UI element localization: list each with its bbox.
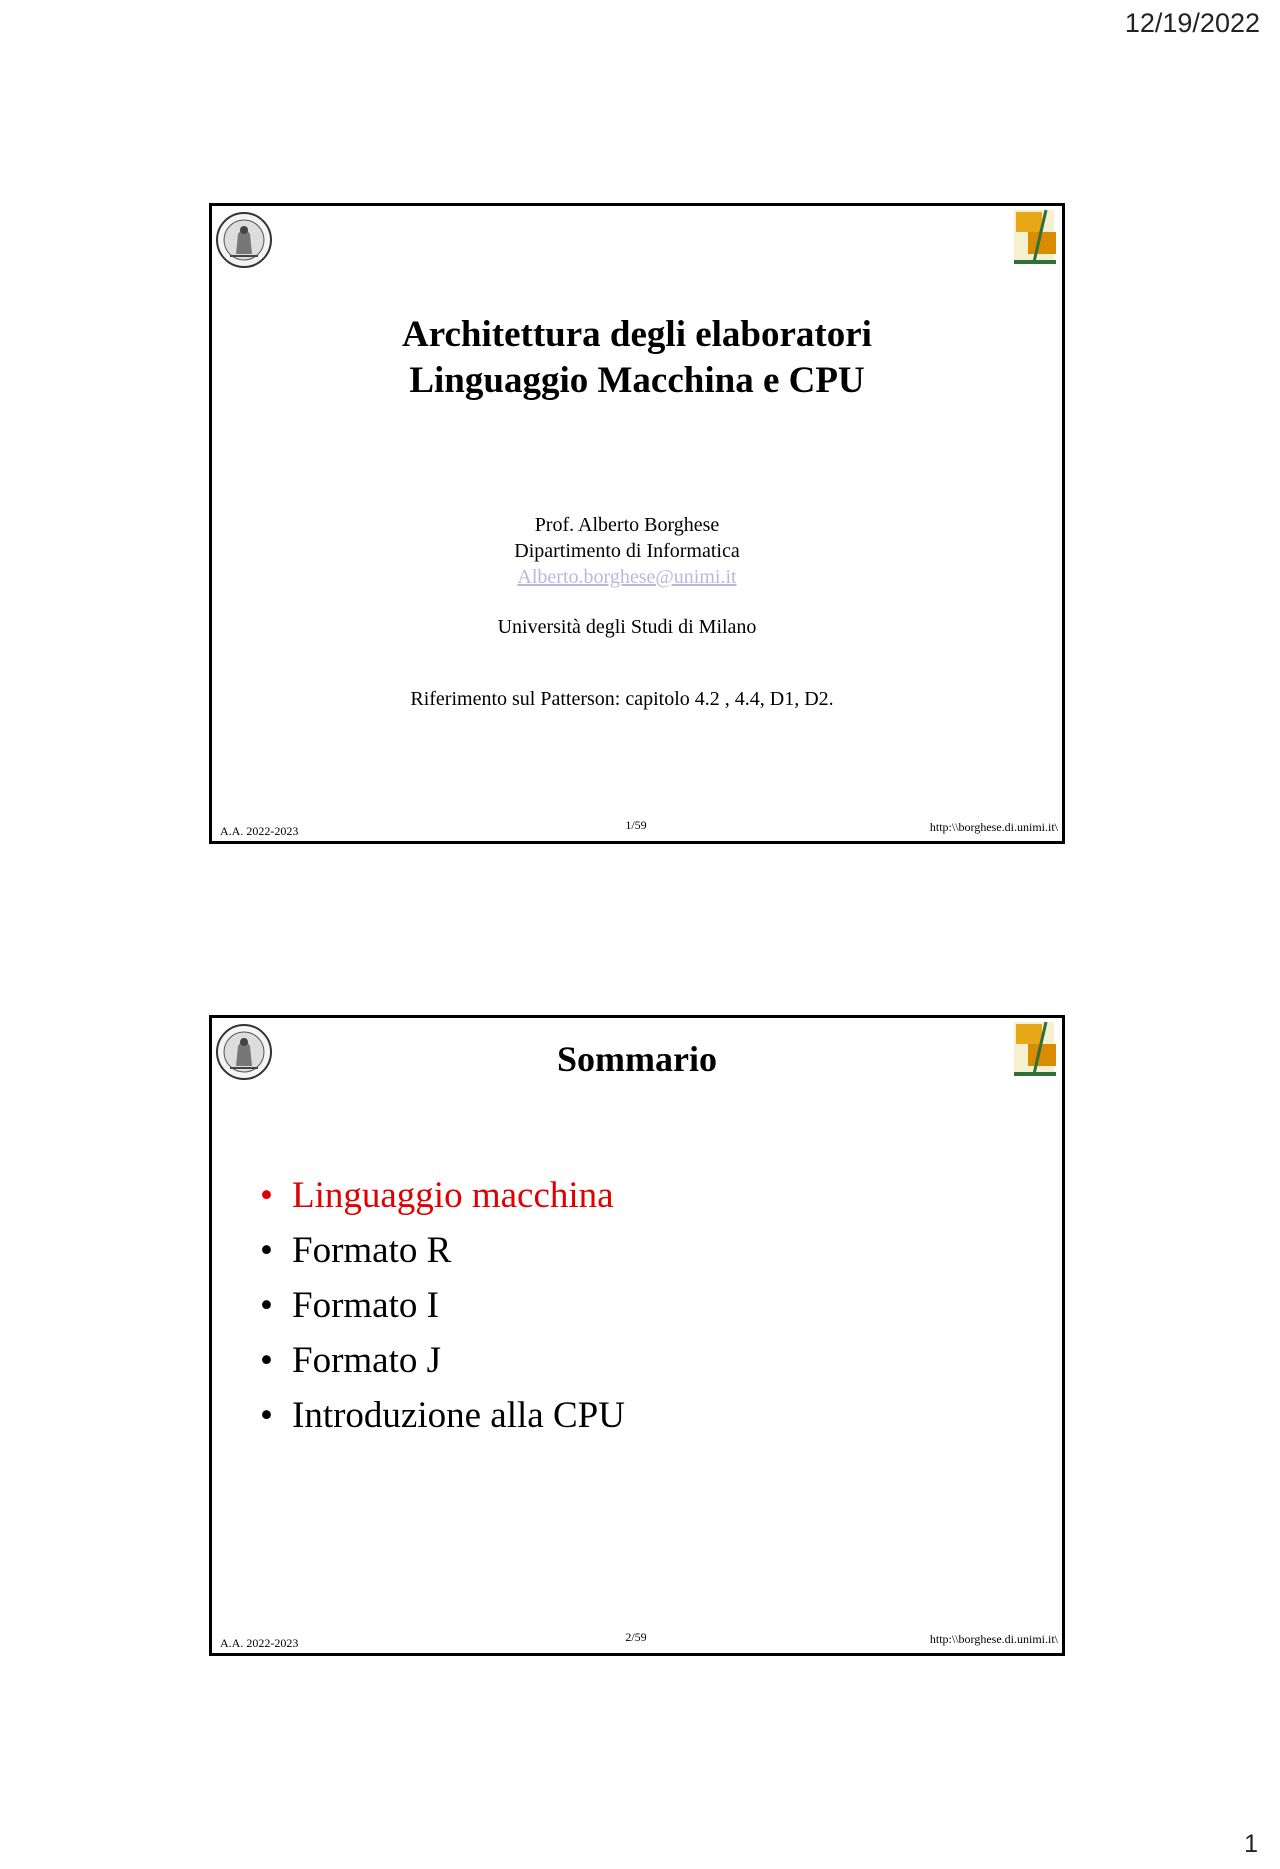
university: Università degli Studi di Milano — [497, 616, 757, 638]
list-item-text: Introduzione alla CPU — [292, 1395, 625, 1436]
list-item-text: Formato I — [292, 1285, 439, 1326]
email-link[interactable]: Alberto.borghese@unimi.it — [517, 566, 737, 588]
title-line-2: Linguaggio Macchina e CPU — [409, 360, 865, 401]
page-number: 1 — [1244, 1830, 1258, 1858]
author-name: Prof. Alberto Borghese — [534, 514, 720, 536]
bullet-icon: • — [260, 1230, 273, 1271]
university-seal-icon — [214, 210, 274, 270]
slide-title — [212, 312, 1062, 404]
list-item-text: Formato J — [292, 1340, 442, 1381]
title-line-1: Architettura degli elaboratori — [402, 314, 872, 355]
list-item — [260, 1333, 625, 1388]
list-item — [260, 1278, 625, 1333]
list-item-text: Formato R — [292, 1230, 452, 1271]
academic-year: A.A. 2022-2023 — [220, 824, 299, 838]
list-item — [260, 1223, 625, 1278]
slide-number: 1/59 — [625, 818, 647, 832]
page-date: 12/19/2022 — [1124, 8, 1260, 38]
ais-lab-logo-icon — [1012, 208, 1060, 266]
slide-2 — [209, 1015, 1065, 1656]
footer-url: http:\\borghese.di.unimi.it\ — [929, 820, 1058, 834]
footer-url: http:\\borghese.di.unimi.it\ — [929, 1632, 1058, 1646]
academic-year: A.A. 2022-2023 — [220, 1636, 299, 1650]
bullet-icon: • — [260, 1340, 273, 1381]
summary-list — [260, 1168, 625, 1443]
slide-1 — [209, 203, 1065, 844]
author-block — [212, 512, 1042, 590]
slide-number: 2/59 — [625, 1630, 647, 1644]
list-item — [260, 1168, 625, 1223]
reference: Riferimento sul Patterson: capitolo 4.2 , 4.4, D1, D2. — [410, 688, 834, 710]
list-item-text: Linguaggio macchina — [292, 1175, 614, 1216]
department: Dipartimento di Informatica — [514, 540, 740, 562]
bullet-icon: • — [260, 1395, 273, 1436]
bullet-icon: • — [260, 1175, 273, 1216]
list-item — [260, 1388, 625, 1443]
bullet-icon: • — [260, 1285, 273, 1326]
slide-title: Sommario — [557, 1039, 717, 1079]
